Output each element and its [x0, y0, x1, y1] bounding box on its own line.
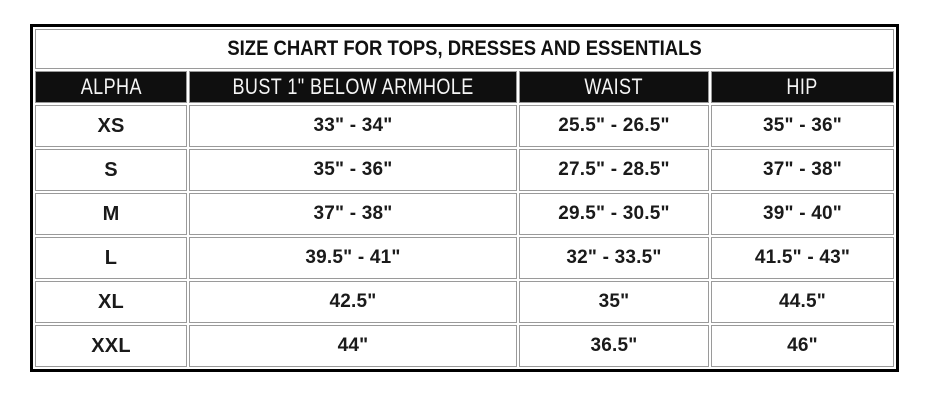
bust-value-cell: 39.5" - 41" [189, 237, 517, 279]
hip-value-cell: 37" - 38" [711, 149, 894, 191]
size-label-cell: XL [35, 281, 187, 323]
bust-value-cell: 44" [189, 325, 517, 367]
waist-value-cell: 29.5" - 30.5" [519, 193, 709, 235]
waist-value-cell: 35" [519, 281, 709, 323]
table-row-xs [35, 105, 894, 147]
table-title [35, 29, 894, 69]
hip-value-cell: 39" - 40" [711, 193, 894, 235]
hip-value-cell: 41.5" - 43" [711, 237, 894, 279]
size-label-cell: S [35, 149, 187, 191]
hip-value-cell: 46" [711, 325, 894, 367]
size-label-cell: XS [35, 105, 187, 147]
waist-value-cell: 25.5" - 26.5" [519, 105, 709, 147]
column-header-bust [189, 71, 517, 103]
waist-value-cell: 32" - 33.5" [519, 237, 709, 279]
hip-value-cell: 35" - 36" [711, 105, 894, 147]
hip-value-cell: 44.5" [711, 281, 894, 323]
column-header-bust-label: BUST 1" BELOW ARMHOLE [232, 74, 474, 99]
table-row-m [35, 193, 894, 235]
column-header-waist [519, 71, 709, 103]
header-row [35, 71, 894, 103]
title-row [35, 29, 894, 69]
bust-value-cell: 37" - 38" [189, 193, 517, 235]
bust-value-cell: 35" - 36" [189, 149, 517, 191]
waist-value-cell: 36.5" [519, 325, 709, 367]
waist-value-cell: 27.5" - 28.5" [519, 149, 709, 191]
table-row-s [35, 149, 894, 191]
column-header-hip [711, 71, 894, 103]
bust-value-cell: 42.5" [189, 281, 517, 323]
size-label-cell: XXL [35, 325, 187, 367]
size-chart-table [30, 24, 899, 372]
size-label-cell: M [35, 193, 187, 235]
column-header-hip-label: HIP [786, 74, 819, 99]
column-header-alpha [35, 71, 187, 103]
table-row-l [35, 237, 894, 279]
size-label-cell: L [35, 237, 187, 279]
table-row-xl [35, 281, 894, 323]
column-header-waist-label: WAIST [584, 74, 644, 99]
table-row-xxl [35, 325, 894, 367]
column-header-alpha-label: ALPHA [80, 74, 142, 99]
bust-value-cell: 33" - 34" [189, 105, 517, 147]
table-title-text: SIZE CHART FOR TOPS, DRESSES AND ESSENTIALS [227, 37, 702, 60]
